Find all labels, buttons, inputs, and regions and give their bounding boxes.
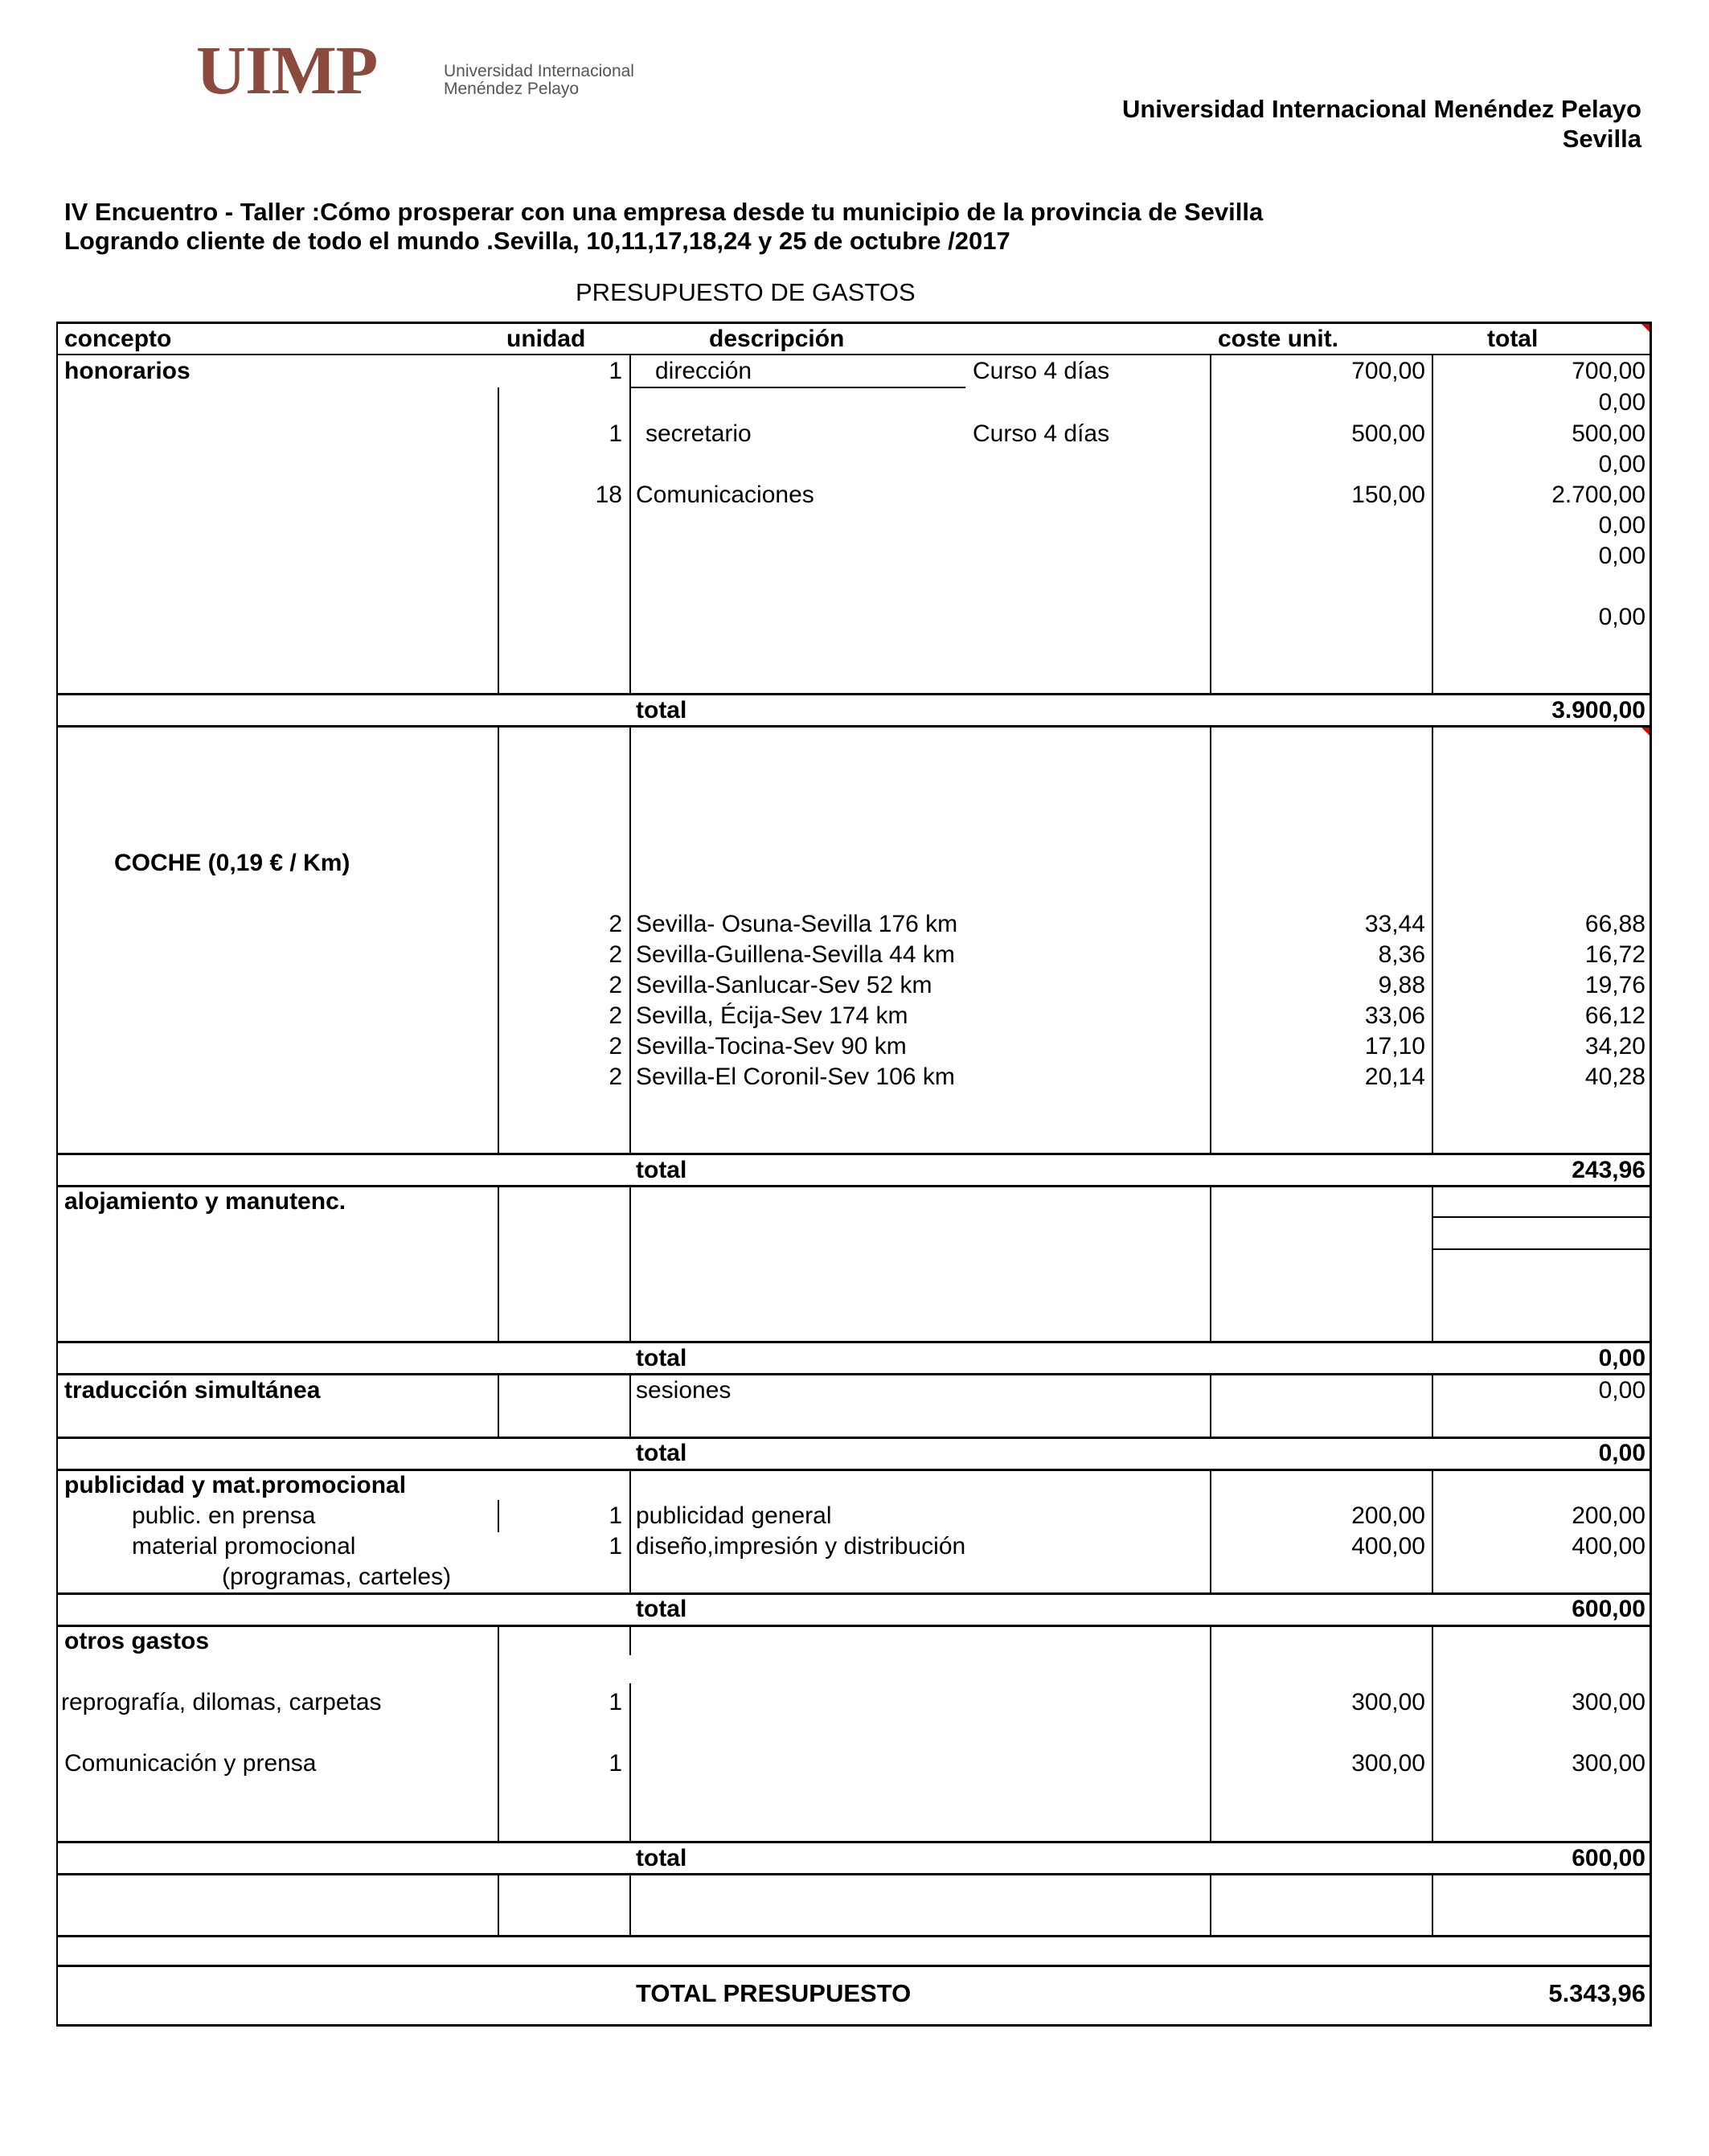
subtotal-label: total	[636, 1157, 687, 1183]
coste: 33,44	[1364, 911, 1425, 937]
col-header-concepto: concepto	[64, 326, 172, 352]
section-label-coche: COCHE (0,19 € / Km)	[114, 850, 350, 876]
vline	[1432, 1873, 1433, 1935]
total: 19,76	[1584, 972, 1645, 998]
logo-mark: UIMP	[196, 31, 378, 109]
total: 400,00	[1572, 1533, 1645, 1560]
vline	[1210, 1625, 1211, 1841]
coste: 150,00	[1351, 482, 1425, 508]
subtotal-label: total	[636, 1440, 687, 1466]
rule-bottom	[56, 2024, 1652, 2027]
section-label-publicidad: publicidad y mat.promocional	[64, 1472, 407, 1498]
total: 700,00	[1572, 358, 1645, 384]
descripcion: sesiones	[636, 1377, 732, 1404]
concepto: Comunicación y prensa	[64, 1750, 317, 1777]
total: 300,00	[1572, 1689, 1645, 1715]
subtotal-label: total	[636, 1596, 687, 1622]
vline	[629, 1683, 631, 1841]
vline	[498, 1873, 499, 1935]
comment-marker	[1641, 728, 1650, 736]
section-label-honorarios: honorarios	[64, 358, 191, 384]
descripcion: Sevilla-Sanlucar-Sev 52 km	[636, 972, 932, 998]
unidad: 1	[609, 1533, 622, 1560]
unidad: 2	[609, 1064, 622, 1090]
subtotal-label: total	[636, 1345, 687, 1371]
coste: 33,06	[1364, 1002, 1425, 1029]
vline	[498, 1185, 499, 1341]
total: 0,00	[1598, 451, 1645, 478]
total: 0,00	[1598, 389, 1645, 416]
concepto: public. en prensa	[132, 1502, 316, 1529]
rule-top	[56, 322, 1652, 324]
vline	[1210, 1873, 1211, 1935]
total: 0,00	[1598, 604, 1645, 630]
coste: 200,00	[1351, 1502, 1425, 1529]
coste: 400,00	[1351, 1533, 1425, 1560]
total: 16,72	[1584, 941, 1645, 968]
coste: 300,00	[1351, 1689, 1425, 1715]
subtotal-alojamiento: 0,00	[1598, 1345, 1645, 1371]
subtotal-otros: 600,00	[1572, 1845, 1645, 1871]
rule-hon-total	[56, 725, 1652, 728]
total: 40,28	[1584, 1064, 1645, 1090]
section-label-otros: otros gastos	[64, 1628, 210, 1654]
unidad: 1	[609, 420, 622, 447]
subtotal-coche: 243,96	[1572, 1157, 1645, 1183]
comment-marker	[1641, 324, 1650, 332]
doc-title: PRESUPUESTO DE GASTOS	[576, 278, 916, 306]
rule-pub-end	[56, 1592, 1652, 1595]
total: 300,00	[1572, 1750, 1645, 1777]
vline	[1210, 1185, 1211, 1341]
descripcion-extra: Curso 4 días	[973, 420, 1110, 447]
unidad: 2	[609, 1033, 622, 1060]
table-border-left	[56, 322, 58, 2026]
table-border-right	[1650, 322, 1652, 2026]
total: 0,00	[1598, 543, 1645, 569]
vline	[1432, 1469, 1433, 1592]
col-header-coste: coste unit.	[1218, 326, 1339, 352]
unidad: 1	[609, 1750, 622, 1777]
vline	[1432, 1185, 1433, 1341]
aloj-subrule	[1432, 1216, 1650, 1218]
underline-direccion	[631, 387, 965, 388]
descripcion: Sevilla-Guillena-Sevilla 44 km	[636, 941, 955, 968]
descripcion: publicidad general	[636, 1502, 832, 1529]
rule-aloj-total	[56, 1373, 1652, 1375]
header-city: Sevilla	[1562, 125, 1641, 153]
section-label-alojamiento: alojamiento y manutenc.	[64, 1188, 346, 1215]
vline	[498, 1625, 499, 1841]
vline	[629, 354, 631, 693]
col-header-unidad: unidad	[506, 326, 586, 352]
unidad: 2	[609, 941, 622, 968]
vline	[1210, 1373, 1211, 1437]
rule-empty-end	[56, 1935, 1652, 1937]
descripcion: Comunicaciones	[636, 482, 814, 508]
descripcion: Sevilla-El Coronil-Sev 106 km	[636, 1064, 955, 1090]
total: 200,00	[1572, 1502, 1645, 1529]
descripcion-extra: Curso 4 días	[973, 358, 1110, 384]
vline	[629, 1873, 631, 1935]
coste: 9,88	[1378, 972, 1425, 998]
uimp-logo	[196, 31, 634, 109]
unidad: 18	[595, 482, 622, 508]
coste: 500,00	[1351, 420, 1425, 447]
total: 66,12	[1584, 1002, 1645, 1029]
col-header-total: total	[1487, 326, 1539, 352]
vline	[498, 1373, 499, 1437]
total: 500,00	[1572, 420, 1645, 447]
descripcion: Sevilla- Osuna-Sevilla 176 km	[636, 911, 958, 937]
rule-hon-end	[56, 693, 1652, 695]
rule-coche-end	[56, 1153, 1652, 1155]
coste: 20,14	[1364, 1064, 1425, 1090]
vline	[629, 725, 631, 1153]
unidad: 1	[609, 1502, 622, 1529]
event-title-line-1: IV Encuentro - Taller :Cómo prosperar con una empresa desde tu municipio de la provincia de Sevilla	[64, 198, 1264, 226]
subtotal-label: total	[636, 1845, 687, 1871]
descripcion: Sevilla-Tocina-Sev 90 km	[636, 1033, 907, 1060]
logo-subtitle	[444, 63, 634, 98]
subtotal-publicidad: 600,00	[1572, 1596, 1645, 1622]
vline	[1210, 354, 1211, 693]
descripcion: dirección	[655, 358, 752, 384]
unidad: 2	[609, 972, 622, 998]
rule-otros-total	[56, 1873, 1652, 1875]
total: 34,20	[1584, 1033, 1645, 1060]
coste: 700,00	[1351, 358, 1425, 384]
aloj-subrule	[1432, 1248, 1650, 1250]
concepto: material promocional	[132, 1533, 356, 1560]
event-title-line-2: Logrando cliente de todo el mundo .Sevilla, 10,11,17,18,24 y 25 de octubre /2017	[64, 227, 1010, 255]
vline	[1432, 1625, 1433, 1841]
grand-total-label: TOTAL PRESUPUESTO	[636, 1979, 912, 2007]
coste: 300,00	[1351, 1750, 1425, 1777]
coste: 17,10	[1364, 1033, 1425, 1060]
rule-aloj-end	[56, 1341, 1652, 1343]
vline	[629, 1185, 631, 1341]
vline	[629, 1625, 631, 1655]
descripcion: Sevilla, Écija-Sev 174 km	[636, 1002, 908, 1029]
subtotal-traduccion: 0,00	[1598, 1440, 1645, 1466]
descripcion: diseño,impresión y distribución	[636, 1533, 966, 1560]
unidad: 1	[609, 1689, 622, 1715]
rule-trad-end	[56, 1437, 1652, 1439]
logo-line-2: Menéndez Pelayo	[444, 80, 580, 98]
grand-total-value: 5.343,96	[1548, 1979, 1645, 2007]
header-institution: Universidad Internacional Menéndez Pelayo	[1121, 95, 1641, 123]
rule-header	[56, 354, 1652, 355]
total: 66,88	[1584, 911, 1645, 937]
unidad: 2	[609, 911, 622, 937]
vline	[629, 1373, 631, 1437]
total: 2.700,00	[1551, 482, 1645, 508]
rule-otros-end	[56, 1841, 1652, 1843]
total: 0,00	[1598, 512, 1645, 539]
subtotal-label: total	[636, 697, 687, 723]
publicidad-note: (programas, carteles)	[222, 1564, 452, 1590]
coste: 8,36	[1378, 941, 1425, 968]
rule-pub-total	[56, 1625, 1652, 1627]
rule-grand-start	[56, 1965, 1652, 1967]
concepto: reprografía, dilomas, carpetas	[61, 1689, 382, 1715]
col-header-descripcion: descripción	[709, 326, 845, 352]
total: 0,00	[1598, 1377, 1645, 1404]
unidad: 1	[609, 358, 622, 384]
vline	[629, 1469, 631, 1592]
vline	[1210, 1469, 1211, 1592]
section-label-traduccion: traducción simultánea	[64, 1377, 321, 1404]
subtotal-honorarios: 3.900,00	[1551, 697, 1645, 723]
descripcion: secretario	[645, 420, 752, 447]
unidad: 2	[609, 1002, 622, 1029]
logo-line-1: Universidad Internacional	[444, 62, 634, 80]
